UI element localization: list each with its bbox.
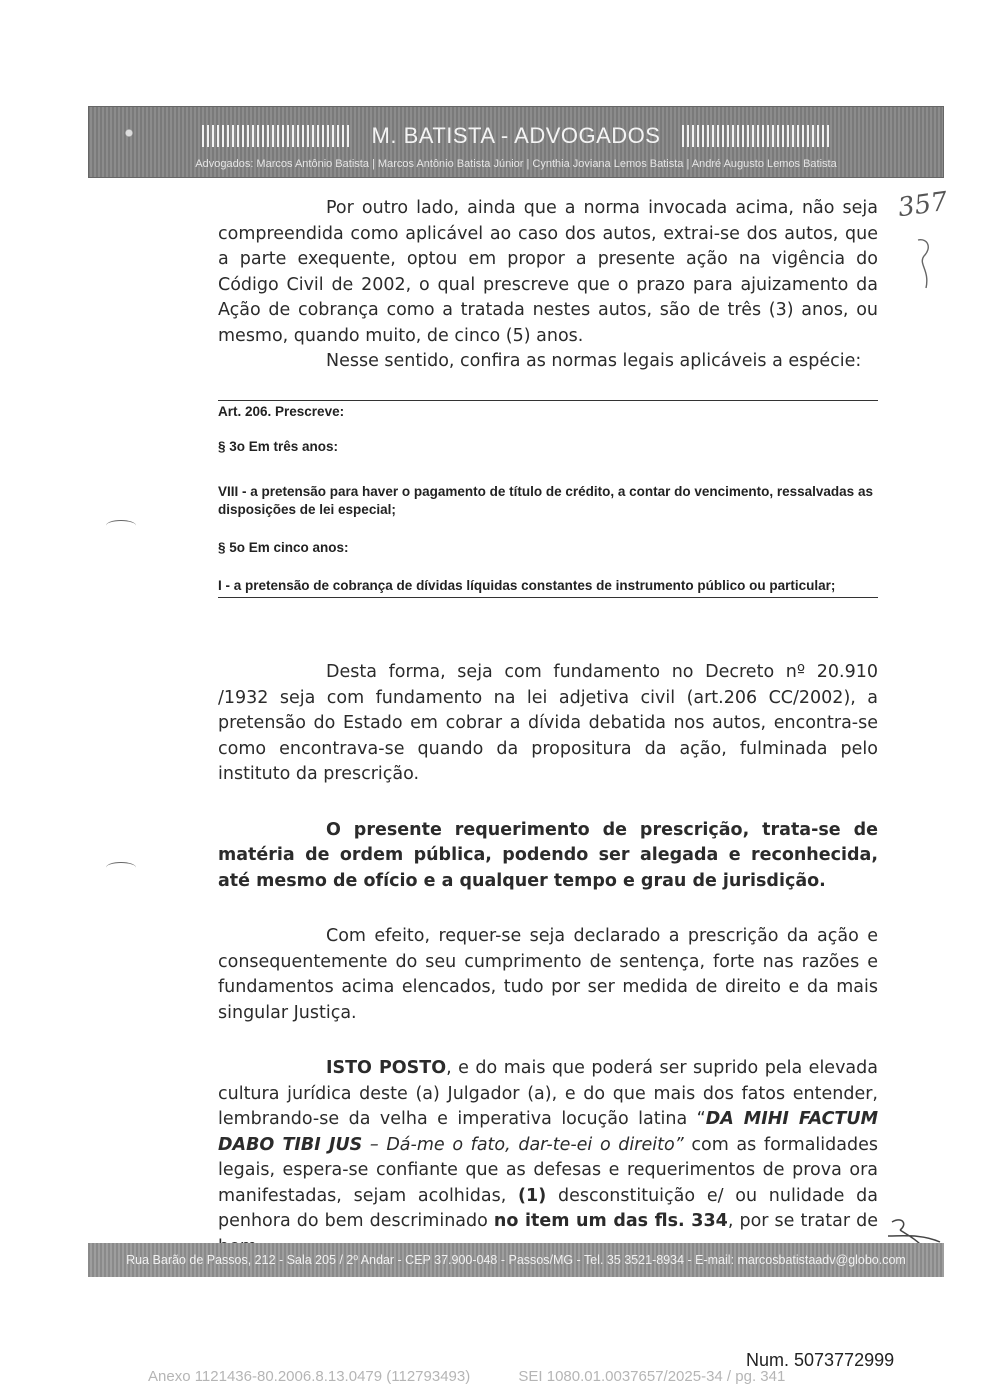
letterhead-title-row bbox=[88, 118, 944, 154]
firm-name: M. BATISTA - ADVOGADOS bbox=[371, 123, 661, 148]
paragraph-6: ISTO POSTO, e do mais que poderá ser suprido pela elevada cultura jurídica deste (a) Julgador (a), e do que mais dos fatos entender, lembrando-se da velha e imperativa locução latina “DA MIHI FACTUM DABO TIBI JUS – Dá-me o fato, dar-te-ei o direito” com as formalidades legais, espera-se confiante que as defesas e requerimentos de prova ora manifestadas, sejam acolhidas, (1) desconstituição e/ ou nulidade da penhora do bem descriminado no item um das fls. 334, por se tratar de bbox=[218, 1058, 879, 1231]
document-body-continued bbox=[218, 660, 878, 1260]
paragraph-2: Nesse sentido, confira as normas legais aplicáveis a espécie: bbox=[326, 351, 862, 371]
paragraph-4: O presente requerimento de prescrição, trata-se de matéria de ordem pública, podendo ser alegada e reconhecida, até mesmo de ofício e a qualquer tempo e grau de jurisdição. bbox=[218, 819, 878, 891]
handwritten-page-number: 357 bbox=[896, 186, 950, 224]
item-reference: no item um das fls. 334 bbox=[493, 1211, 728, 1231]
document-body bbox=[218, 196, 878, 375]
document-number: Num. 5073772999 bbox=[746, 1350, 895, 1370]
quote-section-5: § 5o Em cinco anos: bbox=[218, 540, 349, 555]
quote-item-i: I - a pretensão de cobrança de dívidas líquidas constantes de instrumento público ou particular; bbox=[218, 578, 836, 593]
quote-item-viii: VIII - a pretensão para haver o pagamento de título de crédito, a contar do vencimento, ressalvadas as disposições de lei especial; bbox=[218, 484, 873, 517]
quote-article: Art. 206. Prescreve: bbox=[218, 404, 345, 419]
paragraph-1: Por outro lado, ainda que a norma invocada acima, não seja compreendida como aplicável ao caso dos autos, extrai-se dos autos, que a parte exequente, optou em propor a presente ação na vigência do Código Civil de 2002, o qual prescreve que o prazo para ajuizamento da Ação de cobrança como a tratada nestes autos, são de três (3) anos, ou mesmo, quando muito, de cinco (5) anos. bbox=[218, 198, 878, 346]
letterhead-banner bbox=[88, 106, 944, 178]
latin-phrase: DA MIHI FACTUM DABO TIBI JUS bbox=[218, 1109, 878, 1155]
margin-mark-icon bbox=[106, 520, 136, 531]
annex-stamp bbox=[148, 1368, 785, 1385]
handwritten-initial-icon bbox=[912, 234, 942, 294]
sei-reference: SEI 1080.01.0037657/2025-34 / pg. 341 bbox=[518, 1368, 786, 1385]
decorative-bars-right-icon bbox=[682, 125, 830, 147]
letterhead-footer bbox=[88, 1243, 944, 1277]
annex-reference: Anexo 1121436-80.2006.8.13.0479 (112793493) bbox=[148, 1368, 471, 1385]
isto-posto-text: ISTO POSTO bbox=[326, 1058, 447, 1078]
quote-section-3: § 3o Em três anos: bbox=[218, 439, 339, 454]
paragraph-5: Com efeito, requer-se seja declarado a prescrição da ação e consequentemente do seu cumprimento de sentença, forte nas razões e fundamentos acima elencados, tudo por ser medida de direito e da mais singular Justiça. bbox=[218, 926, 878, 1023]
legal-quote-block bbox=[218, 400, 878, 598]
paragraph-3: Desta forma, seja com fundamento no Decreto nº 20.910 /1932 seja com fundamento na lei adjetiva civil (art.206 CC/2002), a pretensão do Estado em cobrar a dívida debatida nos autos, encontra-se como encontrava-se quando da propositura da ação, fulminada pelo instituto da prescrição. bbox=[218, 662, 878, 784]
margin-mark-icon bbox=[106, 862, 136, 873]
lawyers-list: Advogados: Marcos Antônio Batista | Marcos Antônio Batista Júnior | Cynthia Joviana Lemos Batista | André Augusto Lemos Batista bbox=[195, 158, 837, 170]
footer-address: Rua Barão de Passos, 212 - Sala 205 / 2º Andar - CEP 37.900-048 - Passos/MG - Tel. 35 3521-8934 - E-mail: marcosbatistaadv@globo.com bbox=[126, 1253, 906, 1267]
decorative-bars-left-icon bbox=[202, 125, 350, 147]
